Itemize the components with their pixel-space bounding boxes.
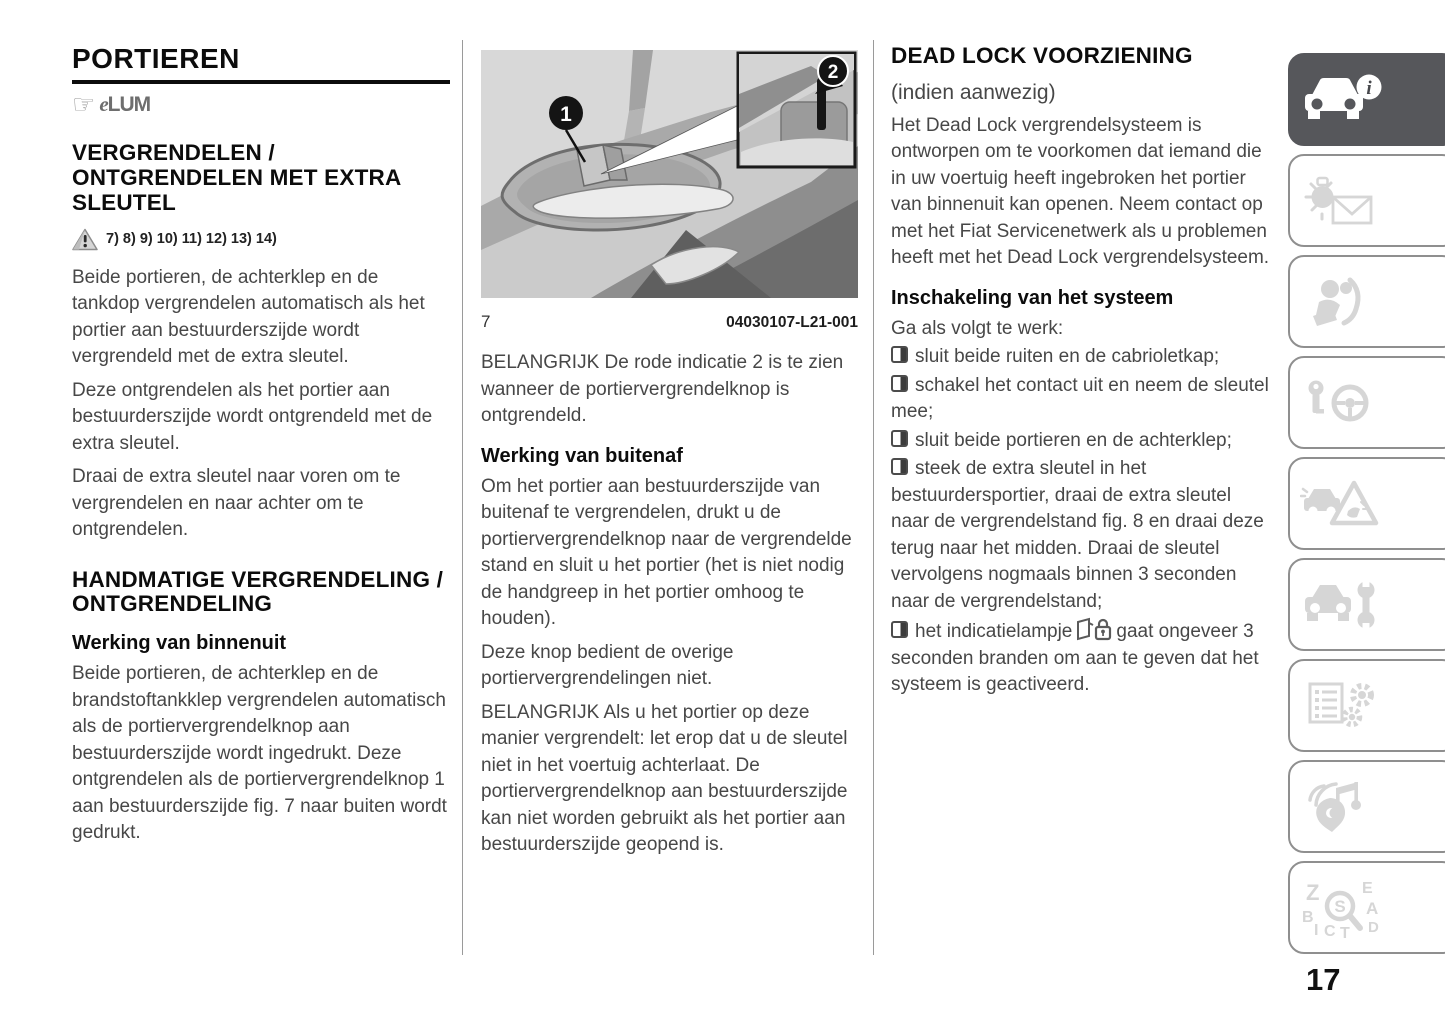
page-number: 17	[1306, 962, 1341, 997]
warning-triangle-icon	[72, 228, 98, 251]
warning-references-row	[72, 228, 450, 251]
svg-text:B: B	[1302, 908, 1314, 926]
square-bullet-icon	[891, 375, 908, 392]
svg-text:A: A	[1366, 898, 1379, 918]
section-heading-dead-lock: DEAD LOCK VOORZIENING	[891, 43, 1193, 68]
column-divider	[873, 40, 874, 955]
car-warning-triangle-icon	[1300, 477, 1384, 531]
airbag-seat-icon	[1300, 275, 1384, 329]
svg-text:D: D	[1368, 918, 1379, 936]
list-intro: Ga als volgt te werk:	[891, 317, 1064, 339]
tab-emergency[interactable]	[1288, 457, 1445, 550]
paragraph: Beide portieren, de achterklep en de brandstoftankklep vergrendelen automatisch als de portiervergrendelknop aan bestuurderszijde wordt ingedrukt. Deze ontgrendelen als de portiervergrendelknop 1 aan bestuurderszijde fig. 7 naar buiten wordt gedrukt.	[72, 663, 447, 844]
square-bullet-icon	[891, 621, 908, 638]
svg-text:E: E	[1362, 879, 1373, 897]
list-item	[891, 428, 1271, 455]
square-bullet-icon	[891, 346, 908, 363]
elum-logo-text	[99, 92, 150, 117]
door-panel-figure	[481, 50, 858, 298]
section-tab-strip	[1288, 53, 1445, 954]
tab-safety[interactable]	[1288, 255, 1445, 348]
list-item-text: gaat ongeveer 3 seconden branden om aan te geven dat het systeem is geactiveerd.	[891, 621, 1259, 696]
list-item	[891, 373, 1271, 426]
figure-code: 04030107-L21-001	[726, 314, 858, 331]
figure-callout-1: 1	[560, 103, 572, 126]
column-divider	[462, 40, 463, 955]
pointing-hand-icon: ☞	[72, 89, 96, 120]
svg-text:I: I	[1314, 921, 1319, 938]
list-item-text: steek de extra sleutel in het bestuurdersportier, draai de extra sleutel naar de vergrendelstand fig. 8 en draai deze terug naar het midden. Draai de sleutel vervolgens nogmaals binnen 3 seconden naar de vergrendelstand;	[891, 458, 1264, 612]
tab-service[interactable]	[1288, 558, 1445, 651]
subheading-inside-operation: Werking van binnenuit	[72, 632, 287, 655]
section-heading-manual-locking: HANDMATIGE VERGRENDELING / ONTGRENDELING	[72, 566, 444, 617]
tab-starting-driving[interactable]	[1288, 356, 1445, 449]
figure-caption	[481, 312, 858, 332]
list-item	[891, 344, 1271, 371]
subheading-system-activation: Inschakeling van het systeem	[891, 286, 1174, 309]
audio-navigation-icon	[1300, 780, 1384, 834]
alphabetical-index-icon	[1300, 878, 1396, 938]
dead-lock-subtitle: (indien aanwezig)	[891, 80, 1056, 104]
svg-text:T: T	[1340, 924, 1350, 938]
list-item-text: sluit beide portieren en de achterklep;	[915, 429, 1232, 451]
paragraph: Deze ontgrendelen als het portier aan bestuurderszijde wordt ontgrendeld met de extra sleutel.	[72, 379, 433, 454]
tab-index[interactable]	[1288, 861, 1445, 954]
section-heading-lock-unlock: VERGRENDELEN / ONTGRENDELEN MET EXTRA SLEUTEL	[72, 140, 401, 215]
list-item-text: schakel het contact uit en neem de sleutel mee;	[891, 374, 1269, 423]
elum-logo-e: e	[99, 91, 108, 116]
figure-inset	[738, 53, 855, 167]
car-wrench-icon	[1300, 578, 1384, 632]
elum-logo	[72, 89, 450, 120]
paragraph: BELANGRIJK De rode indicatie 2 is te zien wanneer de portiervergrendelknop is ontgrendeld.	[481, 352, 844, 426]
list-gears-icon	[1300, 679, 1384, 733]
left-column	[72, 44, 450, 854]
svg-text:i: i	[1366, 77, 1372, 99]
right-column	[891, 44, 1271, 706]
list-item	[891, 617, 1271, 699]
paragraph: Draai de extra sleutel naar voren om te vergrendelen en naar achter om te ontgrendelen.	[72, 466, 401, 541]
figure-callout-2: 2	[827, 62, 839, 83]
figure-7	[481, 50, 858, 332]
deadlock-indicator-icon	[1075, 617, 1113, 641]
warning-reference-numbers: 7) 8) 9) 10) 11) 12) 13) 14)	[106, 231, 277, 248]
key-steering-wheel-icon	[1300, 376, 1384, 430]
bulb-envelope-icon	[1300, 174, 1384, 228]
page-title: PORTIEREN	[72, 44, 450, 84]
list-item	[891, 456, 1271, 615]
svg-text:C: C	[1324, 922, 1336, 938]
figure-number: 7	[481, 312, 491, 331]
svg-text:Z: Z	[1306, 879, 1320, 905]
paragraph: BELANGRIJK Als u het portier op deze manier vergrendelt: let erop dat u de sleutel niet in het voertuig achterlaat. De portiervergrendelknop aan bestuurderszijde kan niet worden gebruikt als het portier aan bestuurderszijde geopend is.	[481, 701, 848, 855]
square-bullet-icon	[891, 430, 908, 447]
list-item-text: het indicatielampje	[915, 621, 1073, 643]
paragraph: Het Dead Lock vergrendelsysteem is ontworpen om te voorkomen dat iemand die in uw voertuig heeft ingebroken het portier van binnenuit kan openen. Neem contact op met het Fiat Servicenetwerk als u problemen heeft met het Dead Lock vergrendelsysteem.	[891, 114, 1270, 269]
tab-warning-lights[interactable]	[1288, 154, 1445, 247]
tab-technical-data[interactable]	[1288, 659, 1445, 752]
square-bullet-icon	[891, 458, 908, 475]
car-info-icon	[1300, 73, 1384, 127]
list-item-text: sluit beide ruiten en de cabrioletkap;	[915, 346, 1220, 368]
paragraph: Om het portier aan bestuurderszijde van buitenaf te vergrendelen, drukt u de portiervergrendelknop naar de vergrendelde stand en sluit u het portier (het is niet nodig de handgreep in het portier omhoog te houden).	[481, 475, 852, 629]
middle-column	[481, 50, 858, 866]
elum-logo-rest: LUM	[107, 92, 151, 116]
paragraph: Beide portieren, de achterklep en de tankdop vergrendelen automatisch als het portier aan bestuurderszijde wordt vergrendeld met de extra sleutel.	[72, 266, 425, 368]
paragraph: Deze knop bedient de overige portiervergrendelingen niet.	[481, 641, 734, 689]
tab-vehicle-info[interactable]	[1288, 53, 1445, 146]
subheading-outside-operation: Werking van buitenaf	[481, 444, 683, 467]
svg-text:S: S	[1334, 896, 1346, 916]
tab-multimedia[interactable]	[1288, 760, 1445, 853]
